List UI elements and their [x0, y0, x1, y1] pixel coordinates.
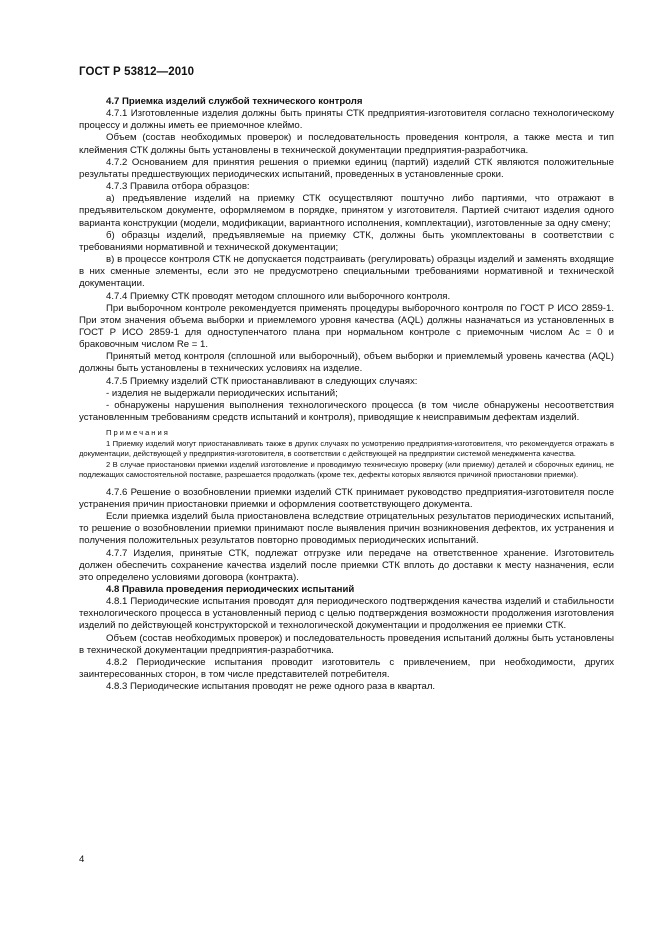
note-1: 1 Приемку изделий могут приостанавливать также в других случаях по усмотрению предприятия-изготовителя, что рекомендуется отражать в документации, действующей у предприятия-изготовителя, в соответствии с действующей на предприятии системой менеджмента качества. [79, 438, 614, 459]
paragraph-4-8-3: 4.8.3 Периодические испытания проводят не реже одного раза в квартал. [106, 681, 436, 693]
list-item-v: в) в процессе контроля СТК не допускается подстраивать (регулировать) образцы изделий и заменять входящие в них сменные элементы, если это не предусмотрено специальными требованиями нормативной и технической документации. [79, 254, 614, 290]
document-body [79, 96, 614, 693]
notes-block [79, 428, 614, 481]
page-number: 4 [79, 854, 85, 865]
paragraph: Объем (состав необходимых проверок) и последовательность проведения испытаний должны быть установлены в технической документации предприятия-разработчика. [79, 632, 614, 656]
document-header: ГОСТ Р 53812—2010 [79, 66, 195, 78]
paragraph-4-7-4: 4.7.4 Приемку СТК проводят методом сплошного или выборочного контроля. [106, 290, 451, 302]
paragraph: Если приемка изделий была приостановлена вследствие отрицательных результатов периодических испытаний, то решение о возобновлении приемки принимают после выявления причин возникновения дефектов, их устранения и получения положительных результатов повторно проводимых периодических испытаний. [79, 511, 614, 547]
paragraph-4-8-2: 4.8.2 Периодические испытания проводит изготовитель с привлечением, при необходимости, других заинтересованных сторон, в том числе представителей потребителя. [79, 656, 614, 681]
paragraph-4-7-6: 4.7.6 Решение о возобновлении приемки изделий СТК принимает руководство предприятия-изготовителя после устранения причин приостановки приемки и оформления соответствующего документа. [79, 486, 614, 510]
paragraph-4-7-2: 4.7.2 Основанием для принятия решения о приемки единиц (партий) изделий СТК являются положительные результаты предшествующих периодических испытаний, проведенных в установленные сроки. [79, 156, 614, 180]
note-2: 2 В случае приостановки приемки изделий изготовление и проводимую техническую проверку (или приемку) деталей и сборочных единиц, не подлежащих самостоятельной поставке, разрешается продолжать (кроме тех, дефекты которых являются причиной приостановки приемки). [79, 459, 614, 480]
paragraph-4-7-7: 4.7.7 Изделия, принятые СТК, подлежат отгрузке или передаче на ответственное хранение. Изготовитель должен обеспечить сохранение качества изделий после приемки СТК вплоть до доставки к месту назначения, если это определено условиями договора (контракта). [79, 547, 614, 583]
paragraph: При выборочном контроле рекомендуется применять процедуры выборочного контроля по ГОСТ Р ИСО 2859-1. При этом значения объема выборки и приемлемого уровня качества (AQL) должны назначаться из установленных в ГОСТ Р ИСО 2859-1 для одноступенчатого плана при нормальном контроле с приемочным числом Ac = 0 и браковочным числом Re = 1. [79, 302, 614, 351]
list-item-b: б) образцы изделий, предъявляемые на приемку СТК, должны быть укомплектованы в соответствии с требованиями нормативной и технической документации; [79, 229, 614, 253]
paragraph-4-7-1: 4.7.1 Изготовленные изделия должны быть приняты СТК предприятия-изготовителя согласно технологическому процессу и должны иметь ее приемочное клеймо. [79, 108, 614, 132]
paragraph-4-7-3: 4.7.3 Правила отбора образцов: [106, 181, 250, 193]
list-item-dash: - обнаружены нарушения выполнения технологического процесса (в том числе обнаружены несоответствия установленным требованиям средств испытаний и контроля), приводящие к неисправимым дефектам изделий. [79, 399, 614, 424]
section-heading-4-7: 4.7 Приемка изделий службой технического контроля [106, 96, 363, 107]
paragraph-4-7-5: 4.7.5 Приемку изделий СТК приостанавливают в следующих случаях: [106, 375, 418, 387]
paragraph-4-8-1: 4.8.1 Периодические испытания проводят для периодического подтверждения качества изделий и стабильности технологического процесса в установленный период с целью подтверждения возможности продолжения изготовления изделий по действующей конструкторской и технологической документации и продолжения ее приемки СТК. [79, 596, 614, 632]
paragraph: Принятый метод контроля (сплошной или выборочный), объем выборки и приемлемый уровень качества (AQL) должны быть установлены в технических условиях на изделие. [79, 351, 614, 375]
notes-title: Примечания [106, 428, 170, 438]
list-item-a: а) предъявление изделий на приемку СТК осуществляют поштучно либо партиями, что отражают в предъявительском документе, оформляемом в порядке, принятом у изготовителя. Партией считают изделия одного варианта конструкции (модели, модификации, вариантного исполнения, комплектации), изготовленные за одну смену; [79, 193, 614, 229]
section-heading-4-8: 4.8 Правила проведения периодических испытаний [106, 583, 355, 595]
list-item-dash: - изделия не выдержали периодических испытаний; [106, 387, 338, 399]
paragraph: Объем (состав необходимых проверок) и последовательность проведения контроля, а также места и тип клеймения СТК должны быть установлены в технической документации предприятия-разработчика. [79, 132, 614, 156]
